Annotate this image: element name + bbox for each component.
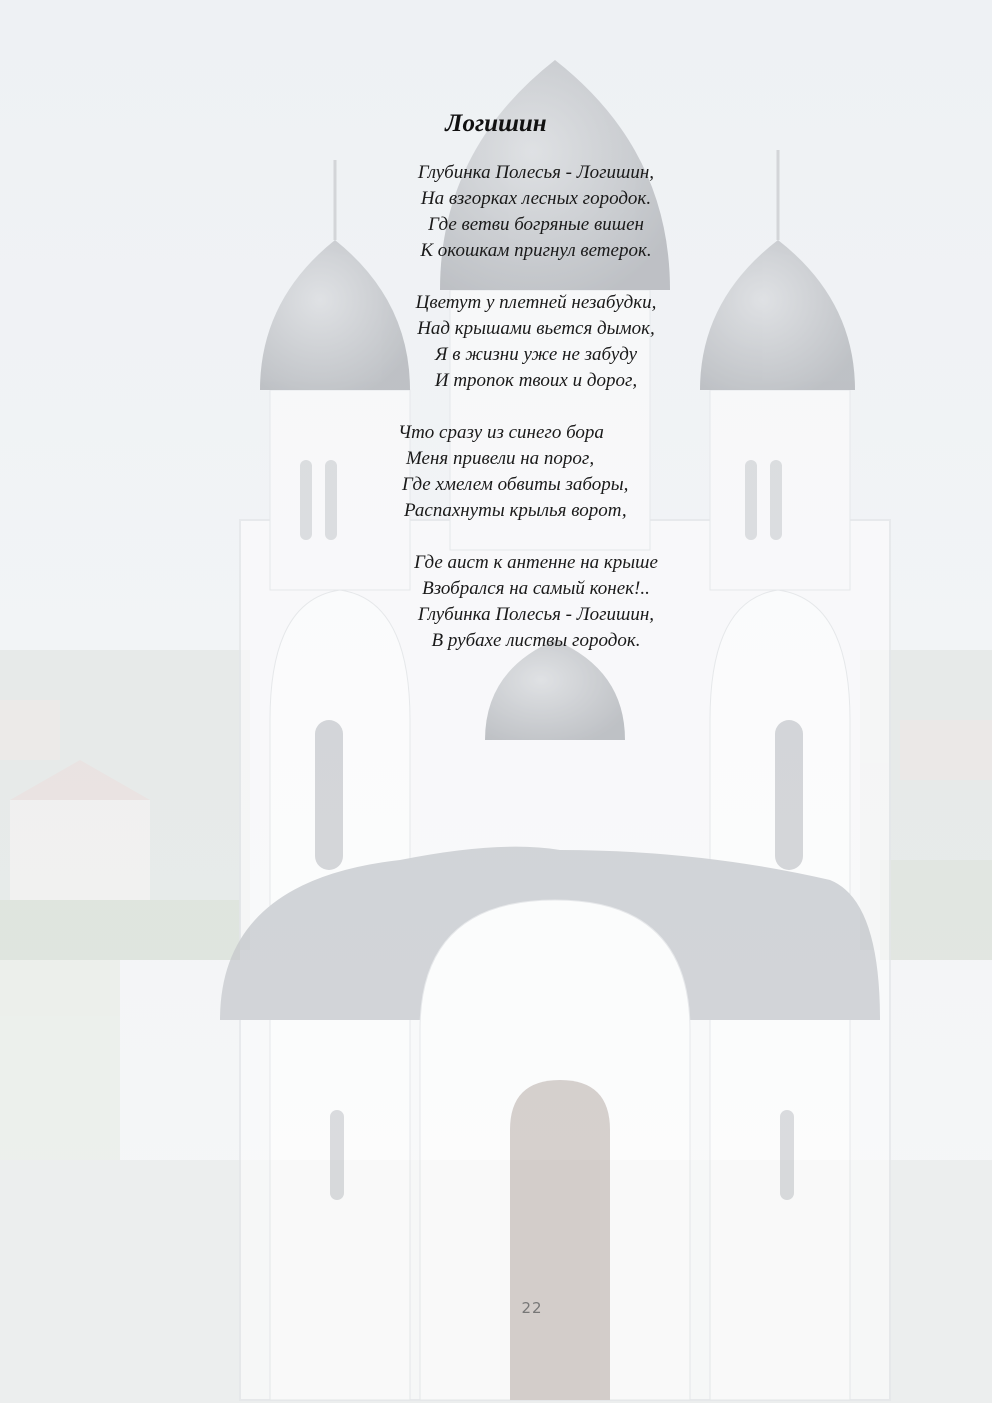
poem-line: И тропок твоих и дорог, [434,370,638,391]
poem-line: В рубахе листвы городок. [431,630,641,651]
stanza-3 [0,420,992,524]
poem-line: Где аист к антенне на крыше [414,552,658,573]
poem-line: На взгорках лесных городок. [420,188,652,209]
stanza-4 [0,550,992,654]
poem-line: Цветут у плетней незабудки, [415,292,657,313]
poem-line: Где ветви богряные вишен [428,214,644,235]
page-number: 22 [521,1299,543,1317]
poem-line: Глубинка Полесья - Логишин, [417,604,655,625]
poem-title: Логишин [445,110,547,137]
stanza-1 [0,160,992,264]
poem-body [0,160,992,680]
poem-line: К окошкам пригнул ветерок. [420,240,652,261]
poem-line: Взобрался на самый конек!.. [422,578,650,599]
poem-line: Я в жизни уже не забуду [434,344,638,365]
poem-line: Глубинка Полесья - Логишин, [417,162,655,183]
stanza-2 [0,290,992,394]
poem-line: Где хмелем обвиты заборы, [402,474,629,495]
poem-line: Что сразу из синего бора [398,422,604,443]
poem-line: Распахнуты крылья ворот, [404,500,627,521]
poem-line: Меня привели на порог, [406,448,595,469]
poem-line: Над крышами вьется дымок, [417,318,655,339]
